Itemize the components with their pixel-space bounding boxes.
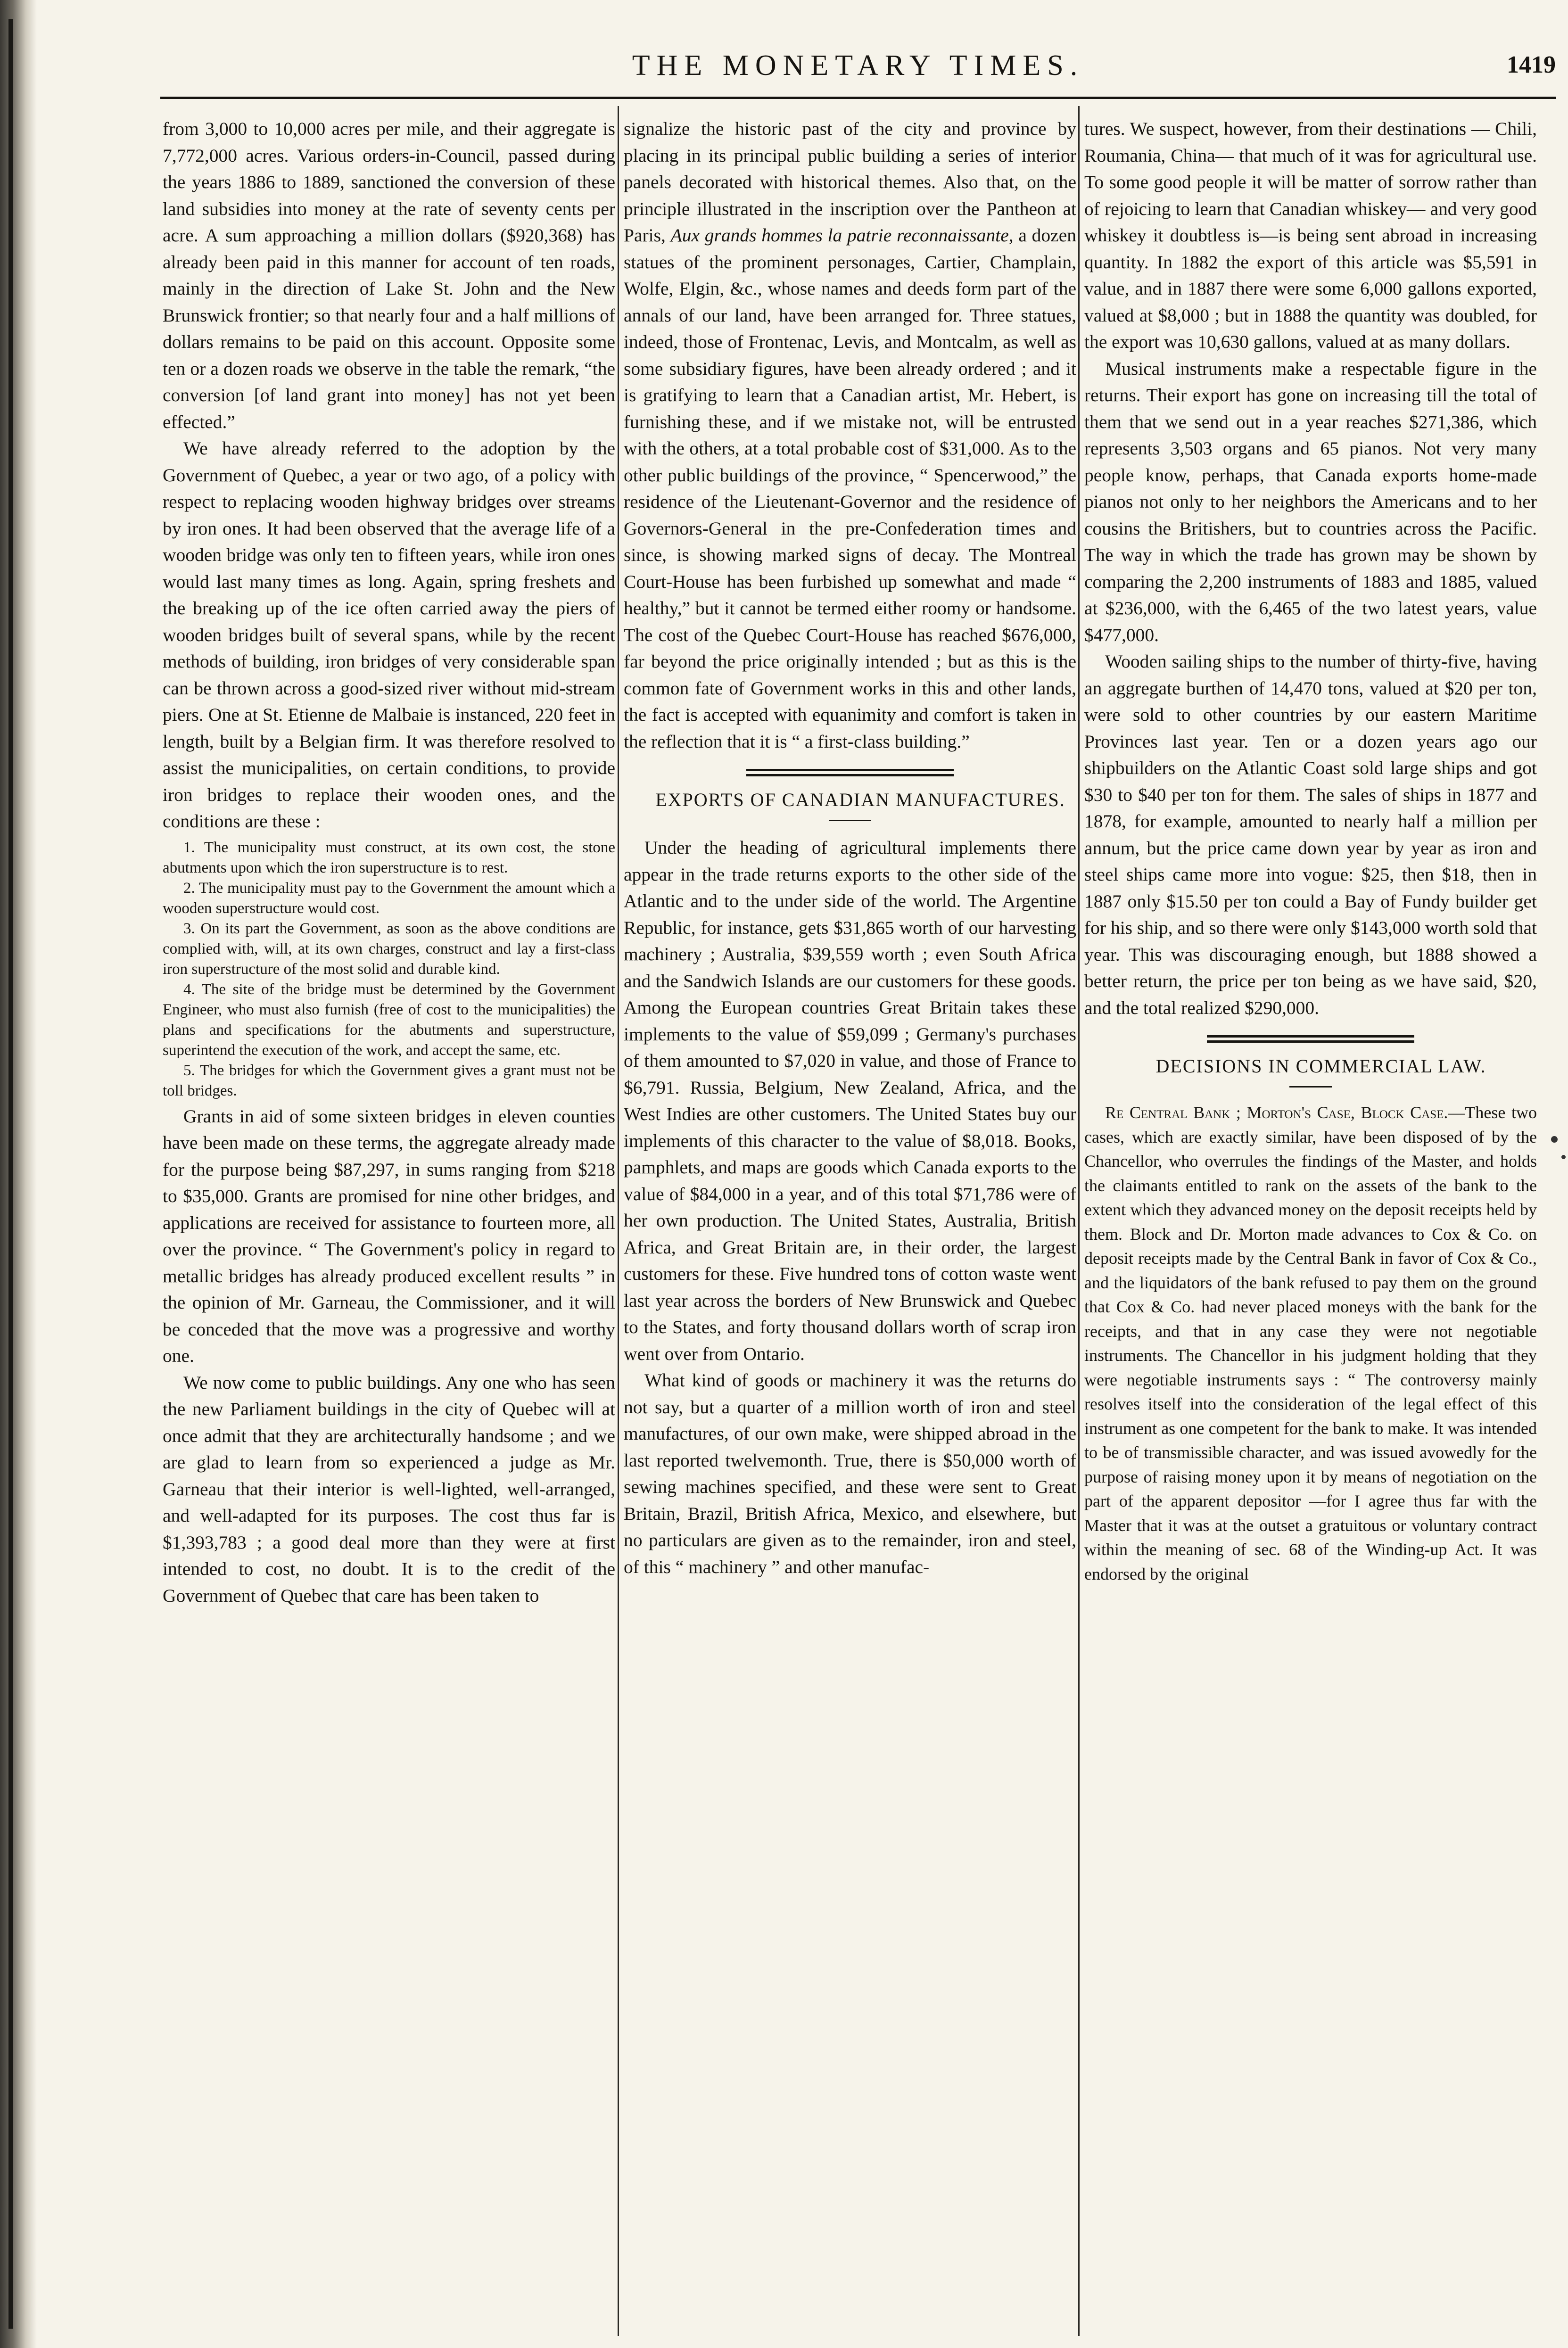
text-run: , a dozen statues of the prominent personages, Cartier, Champlain, Wolfe, Elgin, &c., whose names and deeds form part of the annals of our land, have been arranged for. Three statues, indeed, those of Frontenac, Levis, and Montcalm, as well as some subsidiary figures, have been already ordered ; and it is gratifying to learn that a Canadian artist, Mr. Hebert, is furnishing these, and if we mistake not, will be entrusted with the others, at a total probable cost of $31,000. As to the other public buildings of the province, “ Spencerwood,” the residence of the Lieutenant-Governor and the residence of Governors-General in the pre-Confederation times and since, is showing marked signs of decay. The Montreal Court-House has been furbished up somewhat and made “ healthy,” but it cannot be termed either roomy or handsome. The cost of the Quebec Court-House has reached $676,000, far beyond the price originally intended ; but as this is the common fate of Government works in this and other lands, the fact is accepted with equanimity and comfort is taken in the reflection that it is “ a first-class building.”	[624, 225, 1076, 752]
column-2	[624, 115, 1076, 2331]
paragraph: tures. We suspect, however, from their destinations — Chili, Roumania, China— that much of it was for agricultural use. To some good people it will be matter of sorrow rather than of rejoicing to learn that Canadian whiskey— and very good whiskey it doubtless is—is being sent abroad in increasing quantity. In 1882 the export of this article was $5,591 in value, and in 1887 there were some 6,000 gallons exported, valued at $8,000 ; but in 1888 the quantity was doubled, for the export was 10,630 gallons, valued at as many dollars.	[1084, 118, 1537, 352]
bridge-conditions-list	[163, 838, 615, 1101]
column-1	[163, 115, 615, 2331]
paragraph	[624, 115, 1076, 755]
column-divider	[618, 106, 619, 2336]
case-report	[1084, 1101, 1537, 1586]
heading-rule	[829, 820, 871, 821]
paragraph: Under the heading of agricultural implements there appear in the trade returns exports to the other side of the Atlantic and to the under side of the world. The Argentine Republic, for instance, gets $31,865 worth of our harvesting machinery ; Australia, $39,559 worth ; even South Africa and the Sandwich Islands are our customers for these goods. Among the European countries Great Britain takes these implements to the value of $59,099 ; Germany's purchases of them amounted to $7,020 in value, and those of France to $6,791. Russia, Belgium, New Zealand, Africa, and the West Indies are other customers. The United States buy our implements of this character to the value of $8,018. Books, pamphlets, and maps are goods which Canada exports to the value of $84,000 in a year, and of this total $71,786 were of her own production. The United States, Australia, British Africa, and Great Britain are, in their order, the largest customers for these. Five hundred tons of cotton waste went last year across the borders of New Brunswick and Quebec to the States, and forty thousand dollars worth of scrap iron went over from Ontario.	[624, 837, 1076, 1364]
paragraph: What kind of goods or machinery it was the returns do not say, but a quarter of a million worth of iron and steel manufactures, of our own make, were shipped abroad in the last reported twelvemonth. True, there is $50,000 worth of sewing machines specified, and these were sent to Great Britain, Brazil, British Africa, Mexico, and elsewhere, but no particulars are given as to the remainder, iron and steel, of this “ machinery ” and other manufac-	[624, 1370, 1076, 1577]
heading-rule	[1289, 1086, 1332, 1087]
page-number: 1419	[1507, 51, 1556, 78]
paragraph: We have already referred to the adoption by the Government of Quebec, a year or two ago, of a policy with respect to replacing wooden highway bridges over streams by iron ones. It had been observed that the average life of a wooden bridge was only ten to fifteen years, while iron ones would last many times as long. Again, spring freshets and the breaking up of the ice often carried away the piers of wooden bridges built of several spans, while by the recent methods of building, iron bridges of very considerable span can be thrown across a good-sized river without mid-stream piers. One at St. Etienne de Malbaie is instanced, 220 feet in length, built by a Belgian firm. It was therefore resolved to assist the municipalities, on certain conditions, to provide iron bridges to replace their wooden ones, and the conditions are these :	[163, 438, 615, 832]
binding-rule	[8, 19, 13, 2329]
section-separator	[1207, 1035, 1414, 1043]
condition-item: 4. The site of the bridge must be determined by the Government Engineer, who must also furnish (free of cost to the municipalities) the plans and specifications for the abutments and superstructure, superintend the execution of the work, and accept the same, etc.	[163, 980, 615, 1059]
paragraph: Grants in aid of some sixteen bridges in eleven counties have been made on these terms, the aggregate already made for the purpose being $87,297, in sums ranging from $218 to $35,000. Grants are promised for nine other bridges, and applications are received for assistance to fourteen more, all over the province. “ The Government's policy in regard to metallic bridges has already produced excellent results ” in the opinion of Mr. Garneau, the Commissioner, and it will be conceded that the move was a progressive and worthy one.	[163, 1105, 615, 1366]
paragraph: from 3,000 to 10,000 acres per mile, and their aggregate is 7,772,000 acres. Various orders-in-Council, passed during the years 1886 to 1889, sanctioned the conversion of these land subsidies into money at the rate of seventy cents per acre. A sum approaching a million dollars ($920,368) has already been paid in this manner for account of ten roads, mainly in the direction of Lake St. John and the New Brunswick frontier; so that nearly four and a half millions of dollars remains to be paid on this account. Opposite some ten or a dozen roads we observe in the table the remark, “the conversion [of land grant into money] has not yet been effected.”	[163, 118, 615, 432]
paragraph: Wooden sailing ships to the number of thirty-five, having an aggregate burthen of 14,470 tons, valued at $20 per ton, were sold to other countries by our eastern Maritime Provinces last year. Ten or a dozen years ago our shipbuilders on the Atlantic Coast sold large ships and got $30 to $40 per ton for them. The sales of ships in 1877 and 1878, for example, amounted to nearly half a million per annum, but the price came down year by year as iron and steel ships came more into vogue: $25, then $18, then in 1887 only $15.50 per ton could a Bay of Fundy builder get for his ship, and so there were only $143,000 worth sold that year. This was discouraging enough, but 1888 showed a better return, the price per ton being as we have said, $20, and the total realized $290,000.	[1084, 651, 1537, 1018]
condition-item: 5. The bridges for which the Government gives a grant must not be toll bridges.	[163, 1062, 615, 1099]
page-header	[160, 41, 1556, 112]
case-title: Re Central Bank ; Morton's Case, Block Case.	[1105, 1103, 1448, 1122]
newspaper-title: THE MONETARY TIMES.	[632, 49, 1084, 82]
condition-item: 2. The municipality must pay to the Government the amount which a wooden superstructure would cost.	[163, 879, 615, 917]
section-separator	[746, 769, 954, 776]
header-rule	[160, 97, 1556, 99]
text-run: signalize the historic past of the city and province by placing in its principal public building a series of interior panels decorated with historical themes. Also that, on the principle illustrated in the inscription over the Pantheon at Paris,	[624, 118, 1076, 246]
page-binding-edge	[0, 0, 37, 2348]
text-run: —These two cases, which are exactly similar, have been disposed of by the Chancellor, who overrules the findings of the Master, and holds the claimants entitled to rank on the assets of the bank to the extent which they advanced money on the deposit receipts held by them. Block and Dr. Morton made advances to Cox & Co. on deposit receipts made by the Central Bank in favor of Cox & Co., and the liquidators of the bank refused to pay them on the ground that Cox & Co. had never placed moneys with the bank for the receipts, and that in any case they were not negotiable instruments. The Chancellor in his judgment holding that they were negotiable instruments says : “ The controversy mainly resolves itself into the consideration of the legal effect of this instrument as one competent for the bank to make. It was intended to be of transmissible character, and was issued avowedly for the purpose of raising money upon it by means of negotiation on the part of the apparent depositor —for I agree thus far with the Master that it was at the outset a gratuitous or voluntary contract within the meaning of sec. 68 of the Winding-up Act. It was endorsed by the original	[1084, 1103, 1537, 1583]
condition-item: 1. The municipality must construct, at its own cost, the stone abutments upon which the iron superstructure is to rest.	[163, 839, 615, 876]
italic-inscription: Aux grands hommes la patrie reconnaissante	[670, 225, 1009, 246]
print-speck	[1551, 1136, 1558, 1143]
section-heading-exports: EXPORTS OF CANADIAN MANUFACTURES.	[655, 789, 1065, 810]
section-heading-decisions: DECISIONS IN COMMERCIAL LAW.	[1155, 1055, 1486, 1077]
paragraph	[1084, 1101, 1537, 1586]
print-speck	[1561, 1155, 1566, 1159]
column-3	[1084, 115, 1537, 2331]
paragraph: We now come to public buildings. Any one who has seen the new Parliament buildings in the city of Quebec will at once admit that they are architecturally handsome ; and we are glad to learn from so experienced a judge as Mr. Garneau that their interior is well-lighted, well-arranged, and well-adapted for its purposes. The cost thus far is $1,393,783 ; a good deal more than they were at first intended to cost, no doubt. It is to the credit of the Government of Quebec that care has been taken to	[163, 1372, 615, 1606]
column-divider	[1078, 106, 1080, 2336]
condition-item: 3. On its part the Government, as soon as the above conditions are complied with, will, at its own charges, construct and lay a first-class iron superstructure of the most solid and durable kind.	[163, 920, 615, 978]
paragraph: Musical instruments make a respectable figure in the returns. Their export has gone on increasing till the total of them that we send out in a year reaches $271,386, which represents 3,503 organs and 65 pianos. Not very many people know, perhaps, that Canada exports home-made pianos not only to her neighbors the Americans and to her cousins the Britishers, but to countries across the Pacific. The way in which the trade has grown may be shown by comparing the 2,200 instruments of 1883 and 1885, valued at $236,000, with the 6,465 of the two latest years, value $477,000.	[1084, 358, 1537, 645]
